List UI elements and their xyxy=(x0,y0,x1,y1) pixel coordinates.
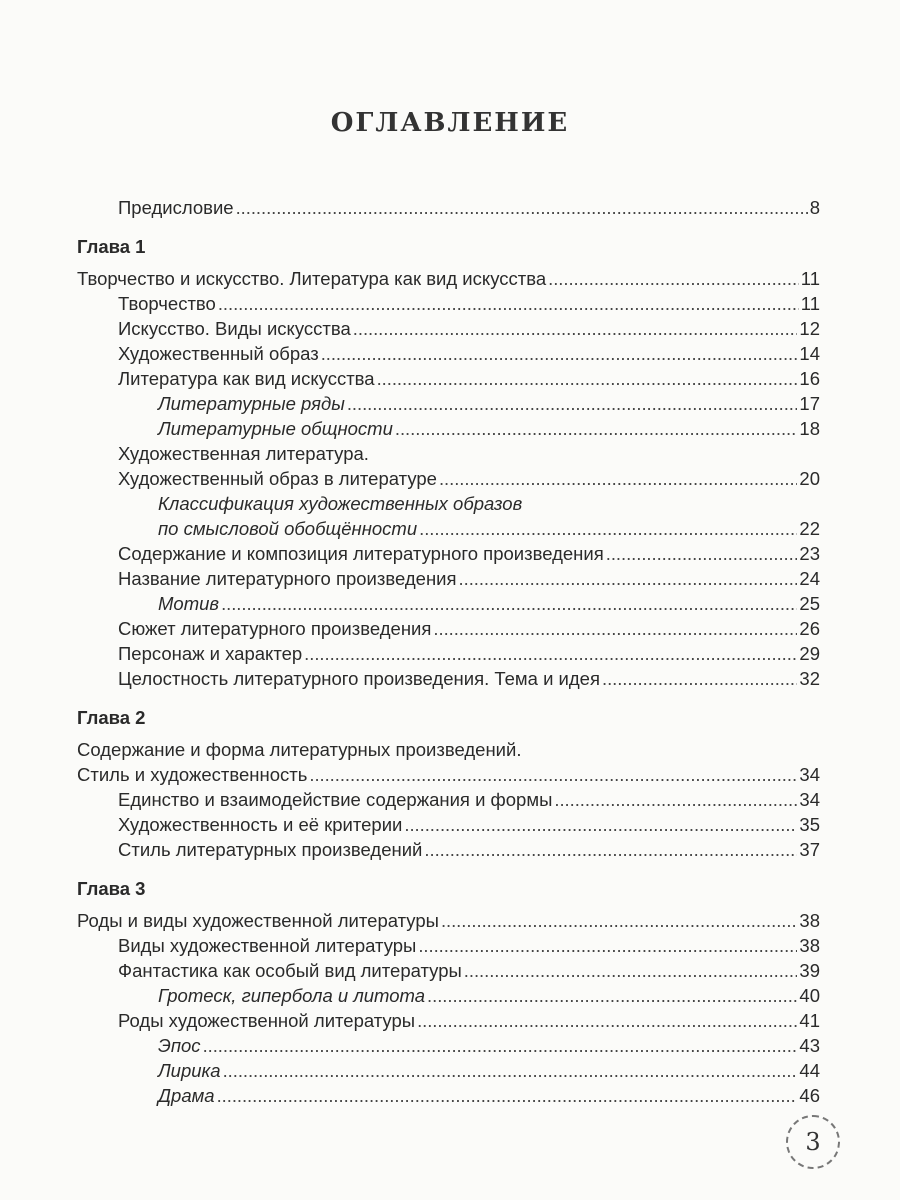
dot-leader xyxy=(427,983,797,1008)
entry-page: 14 xyxy=(799,343,820,364)
entry-page: 32 xyxy=(799,668,820,689)
toc-entry[interactable] xyxy=(77,787,820,812)
entry-page: 29 xyxy=(799,643,820,664)
dot-leader xyxy=(439,466,797,491)
entry-page: 18 xyxy=(799,418,820,439)
entry-title: Художественный образ xyxy=(118,343,319,364)
dot-leader xyxy=(417,1008,797,1033)
entry-title: Стиль и художественность xyxy=(77,764,308,785)
dot-leader xyxy=(223,1058,798,1083)
toc-entry[interactable] xyxy=(77,1033,820,1058)
entry-title: по смысловой обобщённости xyxy=(158,518,418,539)
toc-entry[interactable] xyxy=(77,762,820,787)
entry-title: Гротеск, гипербола и литота xyxy=(158,985,426,1006)
entry-page: 39 xyxy=(799,960,820,981)
dot-leader xyxy=(441,908,797,933)
entry-title: Содержание и форма литературных произведений. xyxy=(77,739,522,760)
entry-title: Эпос xyxy=(158,1035,201,1056)
toc-entry[interactable] xyxy=(77,812,820,837)
entry-page: 37 xyxy=(799,839,820,860)
toc-entry[interactable] xyxy=(77,316,820,341)
page-title: ОГЛАВЛЕНИЕ xyxy=(330,108,570,138)
dot-leader xyxy=(404,812,797,837)
entry-title: Литература как вид искусства xyxy=(118,368,375,389)
toc-entry[interactable] xyxy=(77,933,820,958)
dot-leader xyxy=(217,1083,798,1108)
entry-page: 34 xyxy=(799,789,820,810)
dot-leader xyxy=(424,837,797,862)
entry-page: 8 xyxy=(809,197,820,218)
entry-page: 11 xyxy=(800,293,820,314)
toc-entry[interactable] xyxy=(77,466,820,491)
dot-leader xyxy=(554,787,797,812)
dot-leader xyxy=(236,195,808,220)
toc-entry[interactable] xyxy=(77,541,820,566)
dot-leader xyxy=(459,566,798,591)
toc-entry[interactable] xyxy=(77,1058,820,1083)
entry-title: Художественность и её критерии xyxy=(118,814,403,835)
dot-leader xyxy=(602,666,797,691)
entry-title: Название литературного произведения xyxy=(118,568,457,589)
toc-entry[interactable] xyxy=(77,391,820,416)
chapter-heading: Глава 1 xyxy=(77,236,146,257)
entry-page: 40 xyxy=(799,985,820,1006)
entry-page: 25 xyxy=(799,593,820,614)
entry-title: Содержание и композиция литературного произведения xyxy=(118,543,604,564)
entry-page: 17 xyxy=(799,393,820,414)
dot-leader xyxy=(218,291,799,316)
entry-page: 11 xyxy=(800,268,820,289)
entry-title: Стиль литературных произведений xyxy=(118,839,423,860)
toc-entry[interactable] xyxy=(77,441,820,466)
table-of-contents xyxy=(77,195,820,1108)
toc-entry[interactable] xyxy=(77,983,820,1008)
entry-title: Творчество и искусство. Литература как вид искусства xyxy=(77,268,547,289)
toc-entry[interactable] xyxy=(77,1083,820,1108)
entry-page: 44 xyxy=(799,1060,820,1081)
entry-page: 34 xyxy=(799,764,820,785)
entry-page: 35 xyxy=(799,814,820,835)
dot-leader xyxy=(353,316,798,341)
entry-page: 16 xyxy=(799,368,820,389)
toc-entry[interactable] xyxy=(77,666,820,691)
chapter-heading: Глава 2 xyxy=(77,707,146,728)
toc-entry[interactable] xyxy=(77,566,820,591)
entry-title: Единство и взаимодействие содержания и формы xyxy=(118,789,553,810)
toc-entry[interactable] xyxy=(77,491,820,516)
entry-title: Целостность литературного произведения. Тема и идея xyxy=(118,668,600,689)
entry-title: Художественный образ в литературе xyxy=(118,468,437,489)
chapter-heading: Глава 3 xyxy=(77,878,146,899)
dot-leader xyxy=(606,541,798,566)
entry-title: Фантастика как особый вид литературы xyxy=(118,960,462,981)
page-number: 3 xyxy=(786,1115,840,1169)
entry-title: Предисловие xyxy=(118,197,234,218)
dot-leader xyxy=(548,266,799,291)
dot-leader xyxy=(321,341,798,366)
toc-entry[interactable] xyxy=(77,416,820,441)
entry-title: Персонаж и характер xyxy=(118,643,303,664)
entry-page: 20 xyxy=(799,468,820,489)
toc-entry[interactable] xyxy=(77,291,820,316)
entry-page: 41 xyxy=(799,1010,820,1031)
toc-entry[interactable] xyxy=(77,641,820,666)
toc-entry[interactable] xyxy=(77,341,820,366)
entry-page: 38 xyxy=(799,935,820,956)
entry-title: Роды и виды художественной литературы xyxy=(77,910,439,931)
entry-title: Лирика xyxy=(158,1060,221,1081)
entry-title: Виды художественной литературы xyxy=(118,935,417,956)
entry-title: Литературные общности xyxy=(158,418,393,439)
toc-entry[interactable] xyxy=(77,1008,820,1033)
toc-entry[interactable] xyxy=(77,837,820,862)
toc-entry[interactable] xyxy=(77,616,820,641)
toc-entry[interactable] xyxy=(77,737,820,762)
toc-entry[interactable] xyxy=(77,516,820,541)
dot-leader xyxy=(221,591,797,616)
entry-page: 12 xyxy=(799,318,820,339)
dot-leader xyxy=(347,391,798,416)
dot-leader xyxy=(395,416,798,441)
dot-leader xyxy=(418,933,797,958)
entry-title: Искусство. Виды искусства xyxy=(118,318,351,339)
dot-leader xyxy=(309,762,797,787)
toc-entry[interactable] xyxy=(77,958,820,983)
entry-page: 23 xyxy=(799,543,820,564)
toc-entry[interactable] xyxy=(77,591,820,616)
entry-title: Сюжет литературного произведения xyxy=(118,618,432,639)
dot-leader xyxy=(419,516,797,541)
toc-entry[interactable] xyxy=(77,366,820,391)
entry-title: Драма xyxy=(158,1085,215,1106)
entry-page: 38 xyxy=(799,910,820,931)
entry-page: 43 xyxy=(799,1035,820,1056)
dot-leader xyxy=(203,1033,798,1058)
dot-leader xyxy=(377,366,798,391)
entry-page: 46 xyxy=(799,1085,820,1106)
dot-leader xyxy=(433,616,797,641)
toc-entry[interactable] xyxy=(77,908,820,933)
entry-page: 24 xyxy=(799,568,820,589)
entry-title: Творчество xyxy=(118,293,216,314)
toc-entry[interactable] xyxy=(77,266,820,291)
entry-page: 26 xyxy=(799,618,820,639)
dot-leader xyxy=(304,641,797,666)
entry-title: Мотив xyxy=(158,593,220,614)
dot-leader xyxy=(464,958,798,983)
chapters xyxy=(77,234,820,1108)
entry-title: Роды художественной литературы xyxy=(118,1010,416,1031)
entry-title: Литературные ряды xyxy=(158,393,345,414)
toc-entry-preface[interactable] xyxy=(118,195,820,220)
entry-title: Художественная литература. xyxy=(118,443,369,464)
entry-page: 22 xyxy=(799,518,820,539)
entry-title: Классификация художественных образов xyxy=(158,493,523,514)
